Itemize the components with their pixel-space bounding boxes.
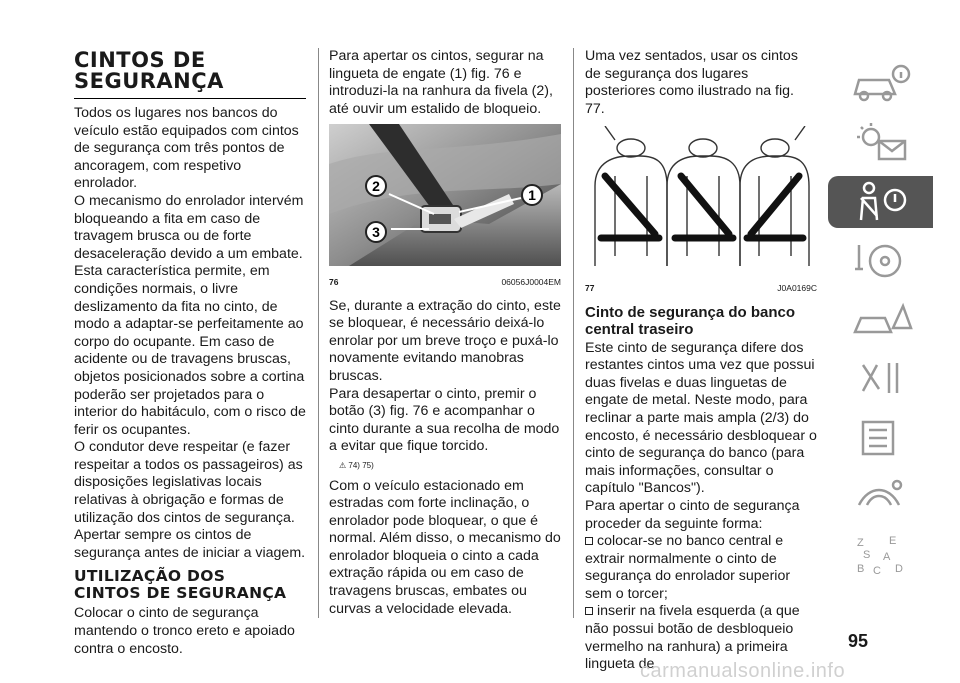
paragraph: Para apertar os cintos, segurar na lingueta de engate (1) fig. 76 e introduzi-la na ranhura da fivela (2), até ouvir um estalido de bloqueio.	[329, 48, 553, 117]
tab-multimedia[interactable]	[828, 471, 933, 523]
index-letter: E	[888, 535, 896, 547]
paragraph: Para desapertar o cinto, premir o botão (3) fig. 76 e acompanhar o cinto durante a sua recolha de modo a evitar que fique torcido.	[329, 385, 560, 455]
tab-seat-belt-airbag[interactable]	[828, 176, 933, 228]
paragraph: Apertar sempre os cintos de segurança antes de iniciar a viagem.	[74, 527, 306, 561]
bullet-square-icon	[585, 537, 593, 545]
paragraph: Este cinto de segurança difere dos restantes cintos uma vez que possui duas fivelas e duas linguetas de engate de metal. Neste modo, para reclinar a parte mais ampla (2/3) do encosto, é necessário desbloquear o cinto de segurança do banco (para mais informações, consultar o capítulo "Bancos").	[585, 339, 817, 497]
tab-index[interactable]	[828, 530, 933, 582]
bullet-item	[585, 533, 817, 603]
car-info-icon	[849, 62, 913, 106]
warning-reference	[339, 457, 561, 475]
subsection-title-line-1: UTILIZAÇÃO DOS	[74, 567, 226, 586]
tab-specs[interactable]	[828, 412, 933, 464]
callout-2-label: 2	[372, 178, 380, 195]
column-2	[329, 48, 561, 618]
bullet-square-icon	[585, 607, 593, 615]
subsection-title	[74, 568, 306, 602]
tab-steering-key[interactable]	[828, 235, 933, 287]
column-divider-1	[318, 48, 319, 618]
index-letter: C	[872, 565, 881, 577]
index-letter: D	[894, 563, 903, 575]
steering-wheel-key-icon	[849, 239, 913, 283]
subsection-heading: Cinto de segurança do banco central traseiro	[585, 303, 796, 338]
paragraph: O mecanismo do enrolador intervém bloqueando a fita em caso de travagem brusca ou de forte desaceleração devido a um embate. Esta característica permite, em condições normais, o livre deslizamento da fita no cinto, de modo a adaptar-se perfeitamente ao corpo do ocupante. Em caso de acidente ou de travagens bruscas, objetos posicionados sobre a cortina poderão ser projetados para o interior do habitáculo, com o risco de ferir os ocupantes.	[74, 192, 306, 438]
figure-code: 06056J0004EM	[501, 276, 561, 287]
index-letter: B	[856, 563, 864, 575]
emergency-icon	[849, 298, 913, 342]
paragraph: Com o veículo estacionado em estradas com forte inclinação, o enrolador pode bloquear, o que é normal. Além disso, o mecanismo do enrolador bloqueia o cinto a cada extração rápida ou em caso de travagens bruscas, embates ou curvas a velocidade elevada.	[329, 477, 561, 617]
figure-caption	[329, 274, 561, 292]
paragraph: Colocar o cinto de segurança mantendo o tronco ereto e apoiado contra o encosto.	[74, 605, 295, 657]
tab-car-info[interactable]	[828, 58, 933, 110]
section-title-line-2: SEGURANÇA	[74, 69, 224, 93]
figure-number: 76	[329, 276, 339, 287]
paragraph: O condutor deve respeitar (e fazer respeitar a todos os passageiros) as disposições legislativas locais relativas à obrigação e formas de utilização dos cintos de segurança.	[74, 439, 303, 526]
warning-refs-text: 74) 75)	[348, 460, 374, 470]
title-rule	[74, 98, 306, 99]
paragraph: Todos os lugares nos bancos do veículo estão equipados com cintos de segurança com três pontos de ancoragem, com respetivo enrolador.	[74, 105, 299, 192]
index-icon	[849, 534, 913, 578]
figure-code: J0A0169C	[777, 282, 817, 293]
index-letter: A	[882, 551, 890, 563]
tab-maintenance[interactable]	[828, 353, 933, 405]
figure-76	[329, 124, 561, 291]
bullet-text: colocar-se no banco central e extrair normalmente o cinto de segurança do enrolador superior sem o torcer;	[585, 533, 791, 602]
subsection-title-line-2: CINTOS DE SEGURANÇA	[74, 584, 287, 603]
figure-77	[585, 126, 817, 297]
column-3	[585, 48, 817, 674]
rear-seats-illustration	[585, 126, 817, 272]
callout-1-label: 1	[528, 187, 536, 204]
index-letter: Z	[856, 537, 864, 549]
specs-icon	[849, 416, 913, 460]
column-1	[74, 48, 306, 658]
multimedia-icon	[849, 475, 913, 519]
seat-belt-airbag-icon	[849, 180, 913, 224]
warning-triangle-icon: ⚠	[339, 460, 347, 470]
chapter-sidebar	[828, 58, 933, 589]
warning-lights-icon	[849, 121, 913, 165]
page-number: 95	[848, 631, 869, 651]
paragraph: Para apertar o cinto de segurança proceder da seguinte forma:	[585, 497, 800, 532]
maintenance-icon	[849, 357, 913, 401]
tab-emergency[interactable]	[828, 294, 933, 346]
section-title	[74, 50, 306, 92]
bullet-text: inserir na fivela esquerda (a que não possui botão de desbloqueio vermelho na ranhura) a primeira lingueta de	[585, 603, 800, 673]
paragraph: Uma vez sentados, usar os cintos de segurança dos lugares posteriores como ilustrado na fig. 77.	[585, 48, 798, 117]
tab-warning-lights[interactable]	[828, 117, 933, 169]
index-letter: S	[862, 549, 870, 561]
watermark: carmanualsonline.info	[640, 660, 846, 682]
column-divider-2	[573, 48, 574, 618]
callout-3-label: 3	[372, 224, 380, 241]
paragraph: Se, durante a extração do cinto, este se bloquear, é necessário deixá-lo enrolar por um breve troço e puxá-lo novamente evitando manobras bruscas.	[329, 297, 561, 384]
seatbelt-buckle-photo	[329, 124, 561, 266]
figure-number: 77	[585, 282, 595, 293]
figure-caption	[585, 280, 817, 298]
section-title-line-1: CINTOS DE	[74, 48, 206, 72]
